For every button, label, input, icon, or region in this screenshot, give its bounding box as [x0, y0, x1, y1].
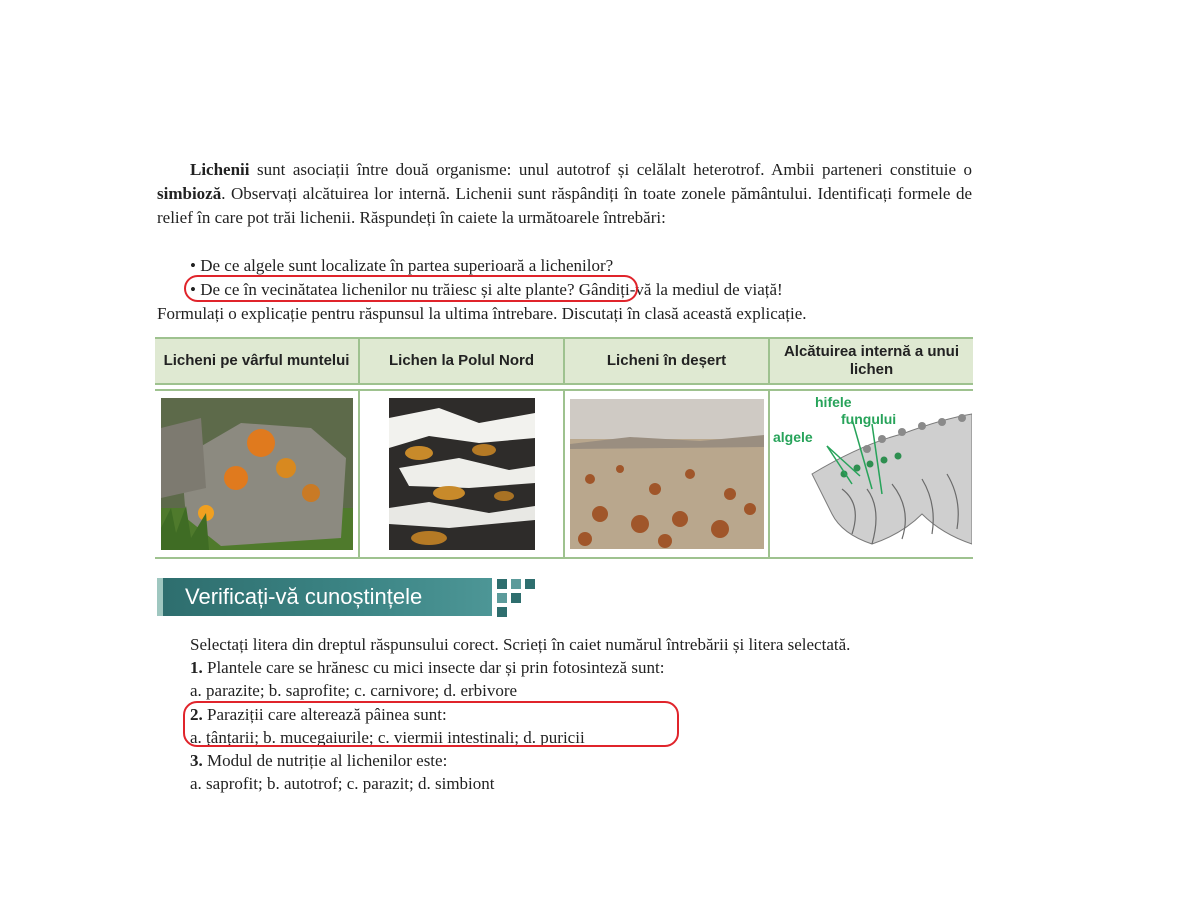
- term-lichens: Lichenii: [190, 160, 250, 179]
- header-desert: Licheni în deșert: [563, 339, 768, 383]
- desert-lichen-photo: [570, 399, 764, 549]
- question-2-tail: Gândiți-vă la mediul de viață!: [574, 280, 783, 299]
- closing-text: Formulați o explicație pentru răspunsul la ultima întrebare. Discutați în clasă această explicație.: [157, 304, 807, 323]
- header-structure: Alcătuirea internă a unui lichen: [768, 339, 973, 383]
- quiz-question-3: [190, 749, 447, 773]
- banner-square: [497, 593, 507, 603]
- quiz-question-1: [190, 656, 664, 680]
- mountain-lichen-photo: [161, 398, 353, 550]
- cell-structure: [768, 391, 973, 557]
- highlight-circle-quiz-2: [183, 701, 679, 747]
- quiz-options-3: a. saprofit; b. autotrof; c. parazit; d. simbiont: [190, 774, 495, 793]
- quiz-num-3: 3.: [190, 751, 203, 770]
- cell-mountain: [155, 391, 358, 557]
- question-2: • De ce în vecinătatea lichenilor nu trăiesc și alte plante?: [190, 280, 575, 299]
- quiz-instruction: Selectați litera din dreptul răspunsului corect. Scrieți în caiet numărul întrebării și litera selectată.: [190, 635, 851, 654]
- banner-square: [497, 607, 507, 617]
- intro-paragraph: [157, 158, 972, 230]
- quiz-num-1: 1.: [190, 658, 203, 677]
- cell-north-pole: [358, 391, 563, 557]
- header-north-pole: Lichen la Polul Nord: [358, 339, 563, 383]
- banner-square: [497, 579, 507, 589]
- quiz-text-1: Plantele care se hrănesc cu mici insecte dar și prin fotosinteză sunt:: [202, 658, 665, 677]
- quiz-options-2: a. țânțarii; b. mucegaiurile; c. viermii intestinali; d. puricii: [190, 728, 585, 747]
- cell-desert: [563, 391, 768, 557]
- section-banner: [157, 578, 492, 616]
- label-algele: algele: [773, 429, 813, 445]
- label-hifele: hifele: [815, 394, 852, 410]
- section-title: Verificați-vă cunoștințele: [185, 584, 423, 609]
- quiz-text-3: Modul de nutriție al lichenilor este:: [202, 751, 448, 770]
- intro-text-1: sunt asociații între două organisme: unul autotrof și celălalt heterotrof. Ambii parteneri constituie o: [249, 160, 972, 179]
- quiz-text-2: Paraziții care alterează pâinea sunt:: [202, 705, 447, 724]
- north-pole-lichen-photo: [389, 398, 535, 550]
- question-1: • De ce algele sunt localizate în partea superioară a lichenilor?: [190, 256, 614, 275]
- table-header-row: [155, 337, 973, 385]
- quiz-options-1: a. parazite; b. saprofite; c. carnivore; d. erbivore: [190, 681, 518, 700]
- highlight-circle-question-2: [184, 275, 638, 302]
- label-fungului: fungului: [841, 411, 897, 427]
- quiz-num-2: 2.: [190, 705, 203, 724]
- banner-square: [525, 579, 535, 589]
- term-symbiosis: simbioză: [157, 184, 222, 203]
- header-mountain: Licheni pe vârful muntelui: [163, 352, 350, 369]
- banner-square: [511, 593, 521, 603]
- banner-square: [511, 579, 521, 589]
- table-image-row: [155, 389, 973, 559]
- intro-text-2: . Observați alcătuirea lor internă. Lichenii sunt răspândiți în toate zonele pământului. Identificați formele de relief în care pot trăi lichenii. Răspundeți în caiete la următoarele întrebări:: [157, 184, 972, 227]
